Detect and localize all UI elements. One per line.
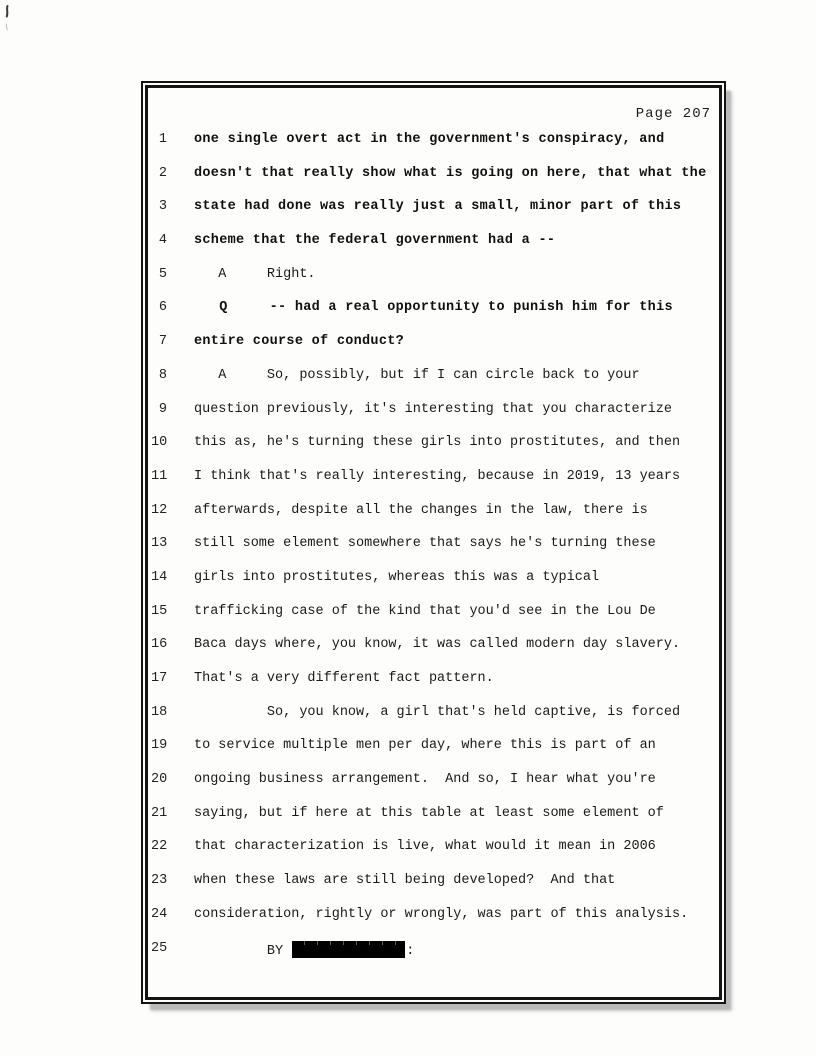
line-number: 5 [158,266,167,282]
line-number: 11 [151,468,168,484]
line-text: I think that's really interesting, because in 2019, 13 years [194,468,681,484]
transcript-line [148,772,719,806]
line-number: 12 [151,502,168,518]
transcript-line [148,705,719,739]
page-number-header: Page 207 [635,106,711,122]
line-number: 1 [158,132,167,147]
transcript-line [148,637,719,671]
line-number: 19 [151,738,168,754]
line-number: 16 [151,637,168,653]
transcript-line [148,166,719,200]
line-number: 7 [158,334,167,350]
line-text: one single overt act in the government's conspiracy, and [194,132,665,147]
transcript-line [148,199,719,233]
pen-mark-artifact [2,4,16,38]
transcript-line [148,907,719,941]
transcript-line [148,368,719,402]
transcript-line [148,334,719,368]
transcript-line [148,233,719,267]
transcript-line [148,738,719,772]
line-text: trafficking case of the kind that you'd see in the Lou De [194,603,656,619]
line-number: 15 [151,603,168,619]
line-number: 23 [151,873,168,889]
line-text: saying, but if here at this table at least some element of [194,805,664,821]
line-number: 8 [158,367,167,383]
line-text: scheme that the federal government had a -- [194,233,556,249]
line-text: state had done was really just a small, minor part of this [194,199,682,215]
line-text: when these laws are still being developed? And that [194,873,616,889]
line-number: 6 [158,300,167,316]
transcript-line [148,132,719,166]
transcript-line [148,402,719,436]
line-number: 14 [151,569,168,585]
line-text: That's a very different fact pattern. [194,671,494,686]
transcript-frame [141,81,726,1004]
line-number: 13 [151,536,168,552]
line-text: doesn't that really show what is going on here, that what the [194,165,707,181]
transcript-line [148,671,719,705]
line-number: 21 [151,805,168,821]
line-number: 25 [151,940,168,956]
transcript-line [148,839,719,873]
line-number: 3 [158,199,167,215]
line-text: A So, possibly, but if I can circle back to your [194,367,640,383]
line-text: to service multiple men per day, where this is part of an [194,738,656,754]
line-text: BY : [194,941,414,959]
transcript-line [148,300,719,334]
transcript-line [148,604,719,638]
line-number: 18 [151,704,168,720]
transcript-frame-inner-border [145,85,722,1000]
transcript-line [148,469,719,503]
line-text: consideration, rightly or wrongly, was part of this analysis. [194,906,689,922]
line-text: entire course of conduct? [194,334,405,350]
transcript-line [148,941,719,975]
line-text: question previously, it's interesting that you characterize [194,401,672,417]
redaction-box [292,941,405,958]
line-number: 24 [151,906,168,922]
line-number: 2 [158,165,167,181]
line-number: 10 [151,435,168,451]
transcript-lines [148,132,719,974]
line-number: 22 [151,839,168,855]
line-number: 9 [158,401,167,417]
transcript-line [148,267,719,301]
line-text: Q -- had a real opportunity to punish him for this [194,300,673,316]
line-text: girls into prostitutes, whereas this was a typical [194,569,600,585]
transcript-line [148,806,719,840]
transcript-line [148,570,719,604]
transcript-line [148,536,719,570]
transcript-line [148,873,719,907]
transcript-line [148,435,719,469]
line-number: 4 [158,233,167,249]
line-text: that characterization is live, what would it mean in 2006 [194,839,656,855]
line-text: this as, he's turning these girls into prostitutes, and then [194,435,681,451]
line-text: Baca days where, you know, it was called modern day slavery. [194,637,681,653]
line-text: So, you know, a girl that's held captive, is forced [194,704,681,720]
line-text: ongoing business arrangement. And so, I hear what you're [194,772,656,788]
line-number: 20 [151,772,168,788]
line-text: still some element somewhere that says he's turning these [194,536,656,552]
transcript-line [148,503,719,537]
line-text: afterwards, despite all the changes in the law, there is [194,502,648,518]
line-number: 17 [151,671,168,686]
line-text: A Right. [194,266,316,282]
